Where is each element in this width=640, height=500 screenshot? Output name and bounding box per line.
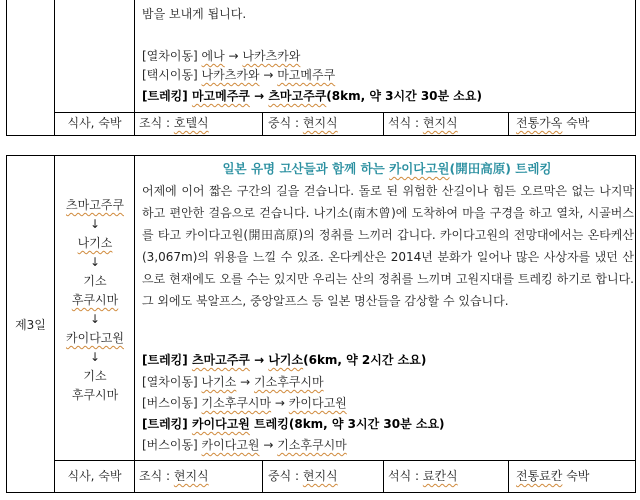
day2-lodging: 전통가옥 숙박 bbox=[516, 116, 590, 130]
route-stop: 후쿠시마 bbox=[71, 388, 119, 402]
route-stop: 기소 bbox=[83, 274, 107, 288]
day3-item-4: [트레킹] 카이다고원 트레킹(8km, 약 3시간 30분 소요) bbox=[142, 417, 445, 431]
route-stop: 기소 bbox=[83, 369, 107, 383]
day2-breakfast: 조식 : 호텔식 bbox=[139, 116, 209, 130]
day2-train-line: [열차이동] 에나 → 나카츠카와 bbox=[142, 49, 301, 63]
route-stop: 츠마고주쿠 bbox=[66, 198, 124, 212]
day3-title: 일본 유명 고산들과 함께 하는 카이다고원(開田高原) 트레킹 bbox=[222, 161, 552, 176]
route-stop: 후쿠시마 bbox=[71, 293, 119, 307]
day3-description: 어제에 이어 짧은 구간의 길을 걷습니다. 돌로 된 위험한 산길이나 힘든 오르막은 없는 나지막하고 편안한 걸음으로 걷습니다. 나기소(南木曾)에 도착하여 마을 구경을 하고 열차, 시골버스를 타고 카이다고원(開田高原)의 정취를 느끼러 갑니다. 카이다고원의 전망대에서는 온타케산(3,067m)의 위용을 느낄 수 있죠. 온다케산은 2014년 분화가 일어나 많은 사상자를 냈던 산으로 현재에도 오를 수는 있지만 우리는 산의 정취를 느끼며 고원지대를 트레킹 하기로 합니다. 그 외에도 북알프스, 중앙알프스 등 일본 명산들을 감상할 수 있습니다. bbox=[142, 184, 634, 308]
day3-lodging: 전통료칸 숙박 bbox=[516, 469, 590, 483]
day3-item-5: [버스이동] 카이다고원 → 기소후쿠시마 bbox=[142, 438, 347, 452]
day3-item-1: [트레킹] 츠마고주쿠 → 나기소(6km, 약 2시간 소요) bbox=[142, 353, 427, 367]
day-label: 제3일 bbox=[15, 318, 46, 332]
day2-taxi-line: [택시이동] 나카츠카와 → 마고메주쿠 bbox=[142, 68, 336, 82]
day3-item-2: [열차이동] 나기소 → 기소후쿠시마 bbox=[142, 375, 324, 389]
day2-line-1: 밤을 보내게 됩니다. bbox=[142, 7, 247, 21]
route-arrow: ↓ bbox=[89, 350, 101, 364]
route-arrow: ↓ bbox=[89, 255, 101, 269]
day3-meals-label: 식사, 숙박 bbox=[67, 469, 122, 483]
route-list bbox=[56, 196, 134, 405]
day3-dinner: 석식 : 료칸식 bbox=[388, 469, 458, 483]
route-arrow: ↓ bbox=[89, 217, 101, 231]
route-arrow: ↓ bbox=[89, 312, 101, 326]
day3-breakfast: 조식 : 현지식 bbox=[139, 469, 209, 483]
day2-meals-label: 식사, 숙박 bbox=[67, 116, 122, 130]
day2-dinner: 석식 : 현지식 bbox=[388, 116, 458, 130]
day2-lunch: 중식 : 현지식 bbox=[268, 116, 338, 130]
route-stop: 카이다고원 bbox=[66, 331, 124, 345]
day3-lunch: 중식 : 현지식 bbox=[268, 469, 338, 483]
route-stop: 나기소 bbox=[77, 236, 113, 250]
day2-trekking-line: [트레킹] 마고메주쿠 → 츠마고주쿠(8km, 약 3시간 30분 소요) bbox=[142, 89, 482, 103]
day3-item-3: [버스이동] 기소후쿠시마 → 카이다고원 bbox=[142, 396, 347, 410]
